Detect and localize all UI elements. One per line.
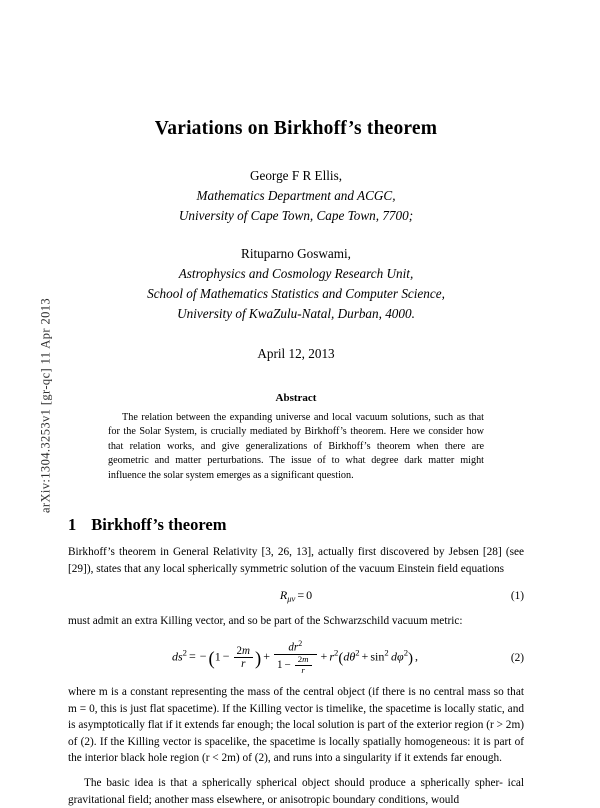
page-title: Variations on Birkhoff’s theorem [154, 118, 438, 139]
author-name: Rituparno Goswami, [241, 246, 351, 261]
equation-2-body: $ds^2$ = − (1 − $\frac{2m}{r}$ ) + $dr^2$ 1 − $\frac{2m}{r}$ + $r^2(d\theta^2 + \sin^2 d\varphi^2)$ , [171, 638, 418, 675]
abstract-section [68, 392, 524, 483]
paper-page [68, 0, 524, 806]
author-affiliation: School of Mathematics Statistics and Computer Science, [147, 286, 445, 301]
author-affiliation: Mathematics Department and ACGC, [196, 188, 396, 203]
publication-date: April 12, 2013 [257, 346, 335, 361]
paragraph: The basic idea is that a spherically spherical object should produce a spherically spher- ical gravitational field; another mass elsewhere, or anisotropic boundary conditions, would [68, 777, 524, 806]
abstract-text: The relation between the expanding universe and local vacuum solutions, such as that for the Solar System, is crucially mediated by Birkhoff’s theorem. Here we consider how that relation works, and give generalizations of Birkhoff’s theorem when there are geometric and matter perturbations. The issue of to what degree dark matter might influence the solar system emerges as a significant question. [108, 412, 484, 481]
paragraph: where m is a constant representing the mass of the central object (if there is no central mass so that m = 0, this is just flat spacetime). If the Killing vector is timelike, the spacetime is locally static, and is asymptotically flat if it extends far enough; the local solution is part of the exterior region (r > 2m) of (2). If the Killing vector is spacelike, the spacetime is locally spatially homogeneous: it is part of the interior black hole region (r < 2m) of (2), and runs into a singularity if it extends far enough. [68, 686, 524, 764]
equation-1 [68, 588, 524, 603]
author-block-2 [68, 246, 524, 322]
paragraph: must admit an extra Killing vector, and so be part of the Schwarzschild vacuum metric: [68, 614, 463, 627]
arxiv-identifier-stamp: arXiv:1304.3253v1 [gr-qc] 11 Apr 2013 [38, 297, 53, 514]
section-number: 1 [68, 515, 77, 535]
equation-2-number: (2) [510, 651, 524, 664]
author-block-1 [68, 168, 524, 224]
section-title: Birkhoff’s theorem [91, 515, 227, 535]
equation-2 [68, 640, 524, 675]
equation-1-body: $R_{\mu\nu} = 0$ [279, 588, 313, 604]
author-affiliation: Astrophysics and Cosmology Research Unit, [178, 266, 414, 281]
author-name: George F R Ellis, [249, 168, 343, 183]
equation-1-number: (1) [510, 589, 524, 602]
abstract-heading: Abstract [275, 392, 317, 404]
author-affiliation: University of KwaZulu-Natal, Durban, 4000. [177, 306, 415, 321]
section-heading [68, 515, 524, 535]
author-affiliation: University of Cape Town, Cape Town, 7700; [178, 208, 414, 223]
paragraph: Birkhoff’s theorem in General Relativity [3, 26, 13], actually first discovered by Jebsen [28] (see [29]), states that any local spherically symmetric solution of the vacuum Einstein field equations [68, 546, 524, 575]
